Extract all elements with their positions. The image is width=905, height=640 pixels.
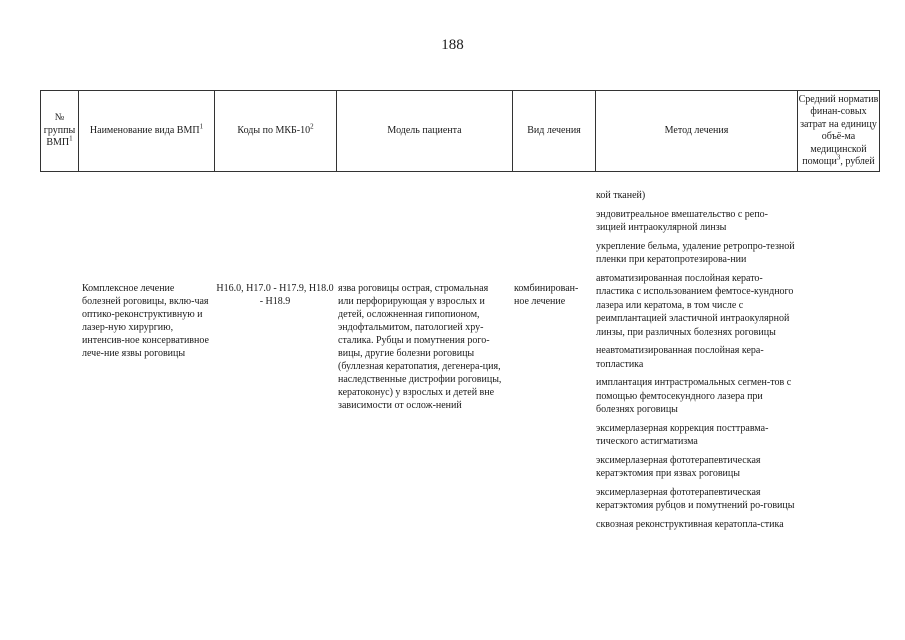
header-icd-codes: Коды по МКБ-$10^2$ <box>237 122 314 136</box>
method-item: эксимерлазерная коррекция посттравма-тического астигматизма <box>596 422 769 447</box>
treatment-methods-list <box>596 189 796 536</box>
method-item: эндовитреальное вмешательство с репо-зицией интраокулярной линзы <box>596 208 768 233</box>
column-divider <box>879 90 880 172</box>
table-header <box>40 90 880 172</box>
icd-codes-cell: H16.0, H17.0 - H17.9, H18.0 - H18.9 <box>216 283 334 307</box>
method-item: имплантация интрастромальных сегмен-тов с помощью фемтосекундного лазера при болезнях роговицы <box>596 377 792 415</box>
page-number: 188 <box>441 37 464 53</box>
method-item: эксимерлазерная фототерапевтическая кератэктомия рубцов и помутнений ро-говицы <box>596 486 795 511</box>
header-cost-norm: Средний норматив финан-совых затрат на единицу объё-ма медицинской помощи$^3$, рублей <box>798 93 879 167</box>
header-vmp-name: Наименование вида ВМП$^1$ <box>89 122 204 136</box>
header-patient-model: Модель пациента <box>387 124 462 136</box>
method-item: неавтоматизированная послойная кера-топластика <box>596 345 764 370</box>
vmp-name-cell: Комплексное лечение болезней роговицы, вклю-чая оптико-реконструктивную и лазер-ную хирургию, интенсив-ное консервативное лече-ние язвы роговицы <box>82 283 209 359</box>
header-group-number: № группы ВМП$^1$ <box>43 112 76 149</box>
method-item: сквозная реконструктивная кератопла-стика <box>596 518 784 530</box>
method-item: эксимерлазерная фототерапевтическая кератэктомия при язвах роговицы <box>596 454 761 479</box>
patient-model-cell: язва роговицы острая, стромальная или перфорирующая у взрослых и детей, осложненная гипопионом, эндофтальмитом, патологией хру-сталика. Рубцы и помутнения рого-вицы, другие болезни роговицы (буллезная кератопатия, дегенера-ция, наследственные дистрофии роговицы, кератоконус) у взрослых и детей вне зависимости от ослож-нений <box>338 283 502 411</box>
header-treatment-type: Вид лечения <box>527 124 581 136</box>
header-bottom-rule <box>40 171 880 172</box>
method-item: укрепление бельма, удаление ретропро-тезной пленки при кератопротезирова-нии <box>596 240 795 265</box>
method-item: автоматизированная послойная керато-пластика с использованием фемтосе-кундного лазера или кератома, в том числе с реимплантацией эластичной интраокулярной линзы, при различных болезнях роговицы <box>596 272 794 338</box>
method-item: кой тканей) <box>596 190 646 201</box>
header-treatment-method: Метод лечения <box>664 124 729 136</box>
treatment-type-cell: комбинирован-ное лечение <box>514 283 579 307</box>
